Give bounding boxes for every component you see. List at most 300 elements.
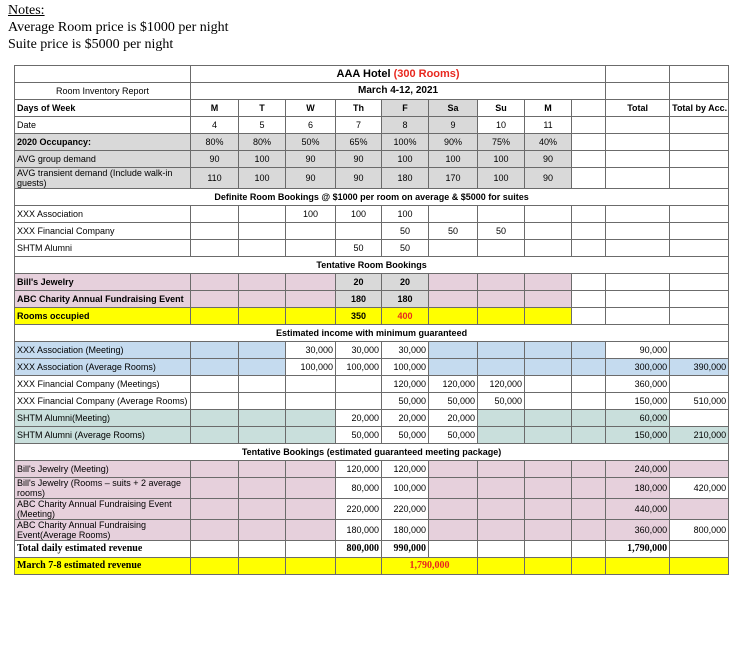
data-cell [478, 240, 525, 257]
spacer-cell [572, 410, 606, 427]
section-header: Tentative Bookings (estimated guaranteed meeting package) [15, 444, 729, 461]
data-cell: 50 [382, 223, 429, 240]
row-label: XXX Financial Company [15, 223, 191, 240]
data-cell [478, 520, 525, 541]
data-cell: 6 [286, 117, 336, 134]
data-cell [670, 461, 729, 478]
data-cell [525, 376, 572, 393]
data-cell: 510,000 [670, 393, 729, 410]
data-cell [286, 461, 336, 478]
spacer-cell [670, 558, 729, 575]
hotel-title-row [15, 66, 729, 83]
data-cell [525, 393, 572, 410]
data-cell [525, 427, 572, 444]
data-cell [336, 393, 382, 410]
data-cell [286, 541, 336, 558]
data-cell: 90 [336, 151, 382, 168]
data-cell [525, 541, 572, 558]
data-cell: 90 [525, 151, 572, 168]
data-cell: 50 [382, 240, 429, 257]
notes-room-price: Average Room price is $1000 per night [8, 20, 229, 35]
table-row [15, 410, 729, 427]
data-cell: 50,000 [478, 393, 525, 410]
blank-cell [606, 83, 670, 100]
spacer-cell [572, 100, 606, 117]
data-cell [670, 134, 729, 151]
notes-title: Notes: [8, 3, 45, 18]
table-row [15, 240, 729, 257]
data-cell [191, 376, 239, 393]
table-row [15, 393, 729, 410]
row-label: ABC Charity Annual Fundraising Event (Meeting) [15, 499, 191, 520]
data-cell [525, 461, 572, 478]
data-cell: F [382, 100, 429, 117]
data-cell: 100% [382, 134, 429, 151]
spacer-cell [572, 134, 606, 151]
data-cell [478, 478, 525, 499]
data-cell [429, 520, 478, 541]
section-header: Definite Room Bookings @ $1000 per room on average & $5000 for suites [15, 189, 729, 206]
room-inventory-table [14, 65, 729, 575]
data-cell: Sa [429, 100, 478, 117]
data-cell: 100 [382, 151, 429, 168]
table-row [15, 206, 729, 223]
spacer-cell [239, 558, 286, 575]
section-header: Tentative Room Bookings [15, 257, 729, 274]
spacer-cell [525, 558, 572, 575]
data-cell: 180 [336, 291, 382, 308]
data-cell: 50% [286, 134, 336, 151]
data-cell: 90 [286, 168, 336, 189]
data-cell: 90 [286, 151, 336, 168]
data-cell [286, 240, 336, 257]
data-cell [478, 206, 525, 223]
data-cell: 50 [336, 240, 382, 257]
data-cell [670, 499, 729, 520]
data-cell: 180 [382, 168, 429, 189]
data-cell [606, 117, 670, 134]
data-cell: 100 [382, 206, 429, 223]
data-cell: 50,000 [382, 393, 429, 410]
data-cell [191, 223, 239, 240]
data-cell [670, 240, 729, 257]
spacer-cell [572, 274, 606, 291]
data-cell: 800,000 [336, 541, 382, 558]
data-cell: 110 [191, 168, 239, 189]
data-cell [239, 520, 286, 541]
data-cell [239, 461, 286, 478]
data-cell [606, 274, 670, 291]
data-cell: 20 [382, 274, 429, 291]
data-cell [239, 274, 286, 291]
section-header-row [15, 189, 729, 206]
blank-cell [15, 66, 191, 83]
data-cell: 90% [429, 134, 478, 151]
row-label: AVG group demand [15, 151, 191, 168]
row-label: Date [15, 117, 191, 134]
data-cell [239, 223, 286, 240]
data-cell [606, 240, 670, 257]
data-cell [239, 206, 286, 223]
table-row [15, 274, 729, 291]
data-cell [525, 342, 572, 359]
data-cell [525, 308, 572, 325]
data-cell: 100 [336, 206, 382, 223]
data-cell [670, 308, 729, 325]
data-cell [239, 359, 286, 376]
data-cell: 240,000 [606, 461, 670, 478]
data-cell: 100,000 [286, 359, 336, 376]
data-cell [191, 240, 239, 257]
data-cell [191, 427, 239, 444]
data-cell [286, 499, 336, 520]
data-cell [286, 478, 336, 499]
spacer-cell [336, 558, 382, 575]
spacer-cell [572, 240, 606, 257]
data-cell [239, 393, 286, 410]
data-cell [191, 520, 239, 541]
data-cell: 100,000 [336, 359, 382, 376]
data-cell: 100 [478, 151, 525, 168]
data-cell [239, 410, 286, 427]
data-cell: 50,000 [382, 427, 429, 444]
row-label: Rooms occupied [15, 308, 191, 325]
table-row [15, 100, 729, 117]
data-cell [239, 342, 286, 359]
spacer-cell [572, 558, 606, 575]
data-cell [478, 499, 525, 520]
row-label: Bill's Jewelry (Rooms – suits + 2 average rooms) [15, 478, 191, 499]
spacer-cell [191, 558, 239, 575]
data-cell [191, 308, 239, 325]
data-cell: M [525, 100, 572, 117]
spacer-cell [572, 478, 606, 499]
data-cell [286, 376, 336, 393]
row-label: SHTM Alumni [15, 240, 191, 257]
data-cell [191, 410, 239, 427]
data-cell [239, 478, 286, 499]
table-row [15, 478, 729, 499]
data-cell [429, 308, 478, 325]
data-cell [191, 291, 239, 308]
data-cell: 180,000 [336, 520, 382, 541]
spacer-cell [572, 206, 606, 223]
table-row [15, 359, 729, 376]
data-cell [286, 520, 336, 541]
data-cell: 180,000 [606, 478, 670, 499]
notes-suite-price: Suite price is $5000 per night [8, 37, 174, 52]
table-row [15, 427, 729, 444]
data-cell [525, 359, 572, 376]
data-cell [670, 291, 729, 308]
data-cell: 10 [478, 117, 525, 134]
data-cell: 210,000 [670, 427, 729, 444]
data-cell [239, 541, 286, 558]
data-cell [286, 427, 336, 444]
data-cell [191, 499, 239, 520]
table-row [15, 499, 729, 520]
data-cell [525, 520, 572, 541]
data-cell [429, 274, 478, 291]
row-label: Bill's Jewelry [15, 274, 191, 291]
table-row [15, 117, 729, 134]
data-cell [525, 291, 572, 308]
data-cell [606, 168, 670, 189]
data-cell: 150,000 [606, 427, 670, 444]
table-row [15, 291, 729, 308]
data-cell [239, 427, 286, 444]
data-cell [478, 291, 525, 308]
section-header-row [15, 257, 729, 274]
data-cell: 20,000 [429, 410, 478, 427]
data-cell [191, 478, 239, 499]
data-cell [286, 393, 336, 410]
data-cell [191, 206, 239, 223]
data-cell [478, 427, 525, 444]
data-cell: 5 [239, 117, 286, 134]
row-label: XXX Financial Company (Average Rooms) [15, 393, 191, 410]
notes [8, 2, 229, 53]
data-cell [478, 461, 525, 478]
spacer-cell [572, 376, 606, 393]
data-cell: 20 [336, 274, 382, 291]
blank-cell [670, 83, 729, 100]
data-cell: 7 [336, 117, 382, 134]
row-label: SHTM Alumni (Average Rooms) [15, 427, 191, 444]
data-cell [239, 291, 286, 308]
data-cell [239, 376, 286, 393]
spacer-cell [478, 558, 525, 575]
data-cell [525, 240, 572, 257]
table-row [15, 342, 729, 359]
section-header: Estimated income with minimum guaranteed [15, 325, 729, 342]
spacer-cell [572, 520, 606, 541]
row-label: ABC Charity Annual Fundraising Event [15, 291, 191, 308]
data-cell: 120,000 [336, 461, 382, 478]
spacer-cell [572, 117, 606, 134]
data-cell: 800,000 [670, 520, 729, 541]
data-cell [606, 206, 670, 223]
data-cell [286, 274, 336, 291]
data-cell [670, 376, 729, 393]
data-cell: 360,000 [606, 376, 670, 393]
data-cell [239, 499, 286, 520]
hotel-room-count: (300 Rooms) [393, 68, 460, 80]
data-cell [478, 308, 525, 325]
data-cell: 75% [478, 134, 525, 151]
data-cell: 150,000 [606, 393, 670, 410]
row-label: March 7-8 estimated revenue [15, 558, 191, 575]
row-label: ABC Charity Annual Fundraising Event(Average Rooms) [15, 520, 191, 541]
spacer-cell [572, 427, 606, 444]
data-cell: 30,000 [336, 342, 382, 359]
data-cell [525, 206, 572, 223]
row-label: AVG transient demand (Include walk-in guests) [15, 168, 191, 189]
data-cell: 100,000 [382, 478, 429, 499]
row-label: XXX Association (Average Rooms) [15, 359, 191, 376]
data-cell [191, 359, 239, 376]
data-cell [191, 274, 239, 291]
data-cell: Total by Acc. [670, 100, 729, 117]
data-cell: 90,000 [606, 342, 670, 359]
data-cell [606, 308, 670, 325]
data-cell [429, 499, 478, 520]
spacer-cell [572, 499, 606, 520]
data-cell [336, 223, 382, 240]
data-cell [670, 410, 729, 427]
spacer-cell [572, 291, 606, 308]
data-cell [286, 308, 336, 325]
data-cell: 20,000 [336, 410, 382, 427]
data-cell: 90 [191, 151, 239, 168]
data-cell: 400 [382, 308, 429, 325]
spacer-cell [286, 558, 336, 575]
data-cell [670, 541, 729, 558]
data-cell: 30,000 [286, 342, 336, 359]
spacer-cell [572, 223, 606, 240]
spacer-cell [572, 168, 606, 189]
data-cell: 170 [429, 168, 478, 189]
data-cell [429, 240, 478, 257]
spacer-cell [572, 461, 606, 478]
row-label: SHTM Alumni(Meeting) [15, 410, 191, 427]
data-cell [286, 291, 336, 308]
data-cell: 120,000 [478, 376, 525, 393]
data-cell [429, 291, 478, 308]
data-cell: Total [606, 100, 670, 117]
data-cell: 180 [382, 291, 429, 308]
data-cell [429, 342, 478, 359]
data-cell: 50 [429, 223, 478, 240]
data-cell: 220,000 [336, 499, 382, 520]
blank-cell [606, 66, 670, 83]
data-cell: 50,000 [429, 427, 478, 444]
data-cell: 90 [336, 168, 382, 189]
spacer-cell [572, 541, 606, 558]
table-row [15, 308, 729, 325]
data-cell [286, 410, 336, 427]
table-row [15, 376, 729, 393]
data-cell [670, 342, 729, 359]
data-cell: 50,000 [336, 427, 382, 444]
data-cell: 100 [239, 151, 286, 168]
data-cell [525, 223, 572, 240]
data-cell: T [239, 100, 286, 117]
table-row [15, 151, 729, 168]
data-cell: 80% [239, 134, 286, 151]
data-cell [525, 410, 572, 427]
table-row [15, 461, 729, 478]
spacer-cell [572, 151, 606, 168]
data-cell: 20,000 [382, 410, 429, 427]
data-cell [670, 117, 729, 134]
data-cell [606, 223, 670, 240]
data-cell: 60,000 [606, 410, 670, 427]
data-cell: 300,000 [606, 359, 670, 376]
spacer-cell [572, 342, 606, 359]
data-cell: 220,000 [382, 499, 429, 520]
row-label: Bill's Jewelry (Meeting) [15, 461, 191, 478]
spacer-cell [606, 558, 670, 575]
data-cell [429, 541, 478, 558]
hotel-title [191, 66, 606, 83]
data-cell: 100 [239, 168, 286, 189]
table-row [15, 223, 729, 240]
data-cell: 420,000 [670, 478, 729, 499]
row-label: XXX Association (Meeting) [15, 342, 191, 359]
data-cell [606, 134, 670, 151]
data-cell: 80,000 [336, 478, 382, 499]
data-cell: 80% [191, 134, 239, 151]
data-cell: 40% [525, 134, 572, 151]
data-cell [525, 478, 572, 499]
data-cell: 100 [429, 151, 478, 168]
section-header-row [15, 325, 729, 342]
table-row [15, 168, 729, 189]
data-cell: 65% [336, 134, 382, 151]
data-cell: M [191, 100, 239, 117]
row-label: Days of Week [15, 100, 191, 117]
table-row [15, 520, 729, 541]
data-cell: 100 [286, 206, 336, 223]
data-cell [429, 461, 478, 478]
data-cell [606, 151, 670, 168]
data-cell: 990,000 [382, 541, 429, 558]
data-cell [670, 151, 729, 168]
data-cell [336, 376, 382, 393]
data-cell [429, 359, 478, 376]
spacer-cell [572, 308, 606, 325]
data-cell [478, 274, 525, 291]
data-cell [670, 274, 729, 291]
report-title: Room Inventory Report [15, 83, 191, 100]
data-cell [670, 206, 729, 223]
data-cell: 1,790,000 [606, 541, 670, 558]
data-cell: 120,000 [382, 461, 429, 478]
data-cell [191, 461, 239, 478]
data-cell [478, 410, 525, 427]
march-revenue-value: 1,790,000 [382, 558, 478, 575]
march-revenue-row [15, 558, 729, 575]
data-cell: 9 [429, 117, 478, 134]
data-cell [525, 499, 572, 520]
data-cell [239, 308, 286, 325]
data-cell: 11 [525, 117, 572, 134]
data-cell [478, 359, 525, 376]
data-cell [525, 274, 572, 291]
table-row [15, 541, 729, 558]
data-cell: 390,000 [670, 359, 729, 376]
data-cell: 50 [478, 223, 525, 240]
table-row [15, 134, 729, 151]
data-cell [606, 291, 670, 308]
data-cell [670, 168, 729, 189]
row-label: XXX Association [15, 206, 191, 223]
section-header-row [15, 444, 729, 461]
data-cell: 30,000 [382, 342, 429, 359]
data-cell [478, 342, 525, 359]
data-cell: 120,000 [429, 376, 478, 393]
data-cell: 8 [382, 117, 429, 134]
data-cell: 180,000 [382, 520, 429, 541]
data-cell [191, 393, 239, 410]
data-cell: 100,000 [382, 359, 429, 376]
row-label: 2020 Occupancy: [15, 134, 191, 151]
data-cell [429, 478, 478, 499]
data-cell: Su [478, 100, 525, 117]
data-cell: 90 [525, 168, 572, 189]
data-cell: W [286, 100, 336, 117]
